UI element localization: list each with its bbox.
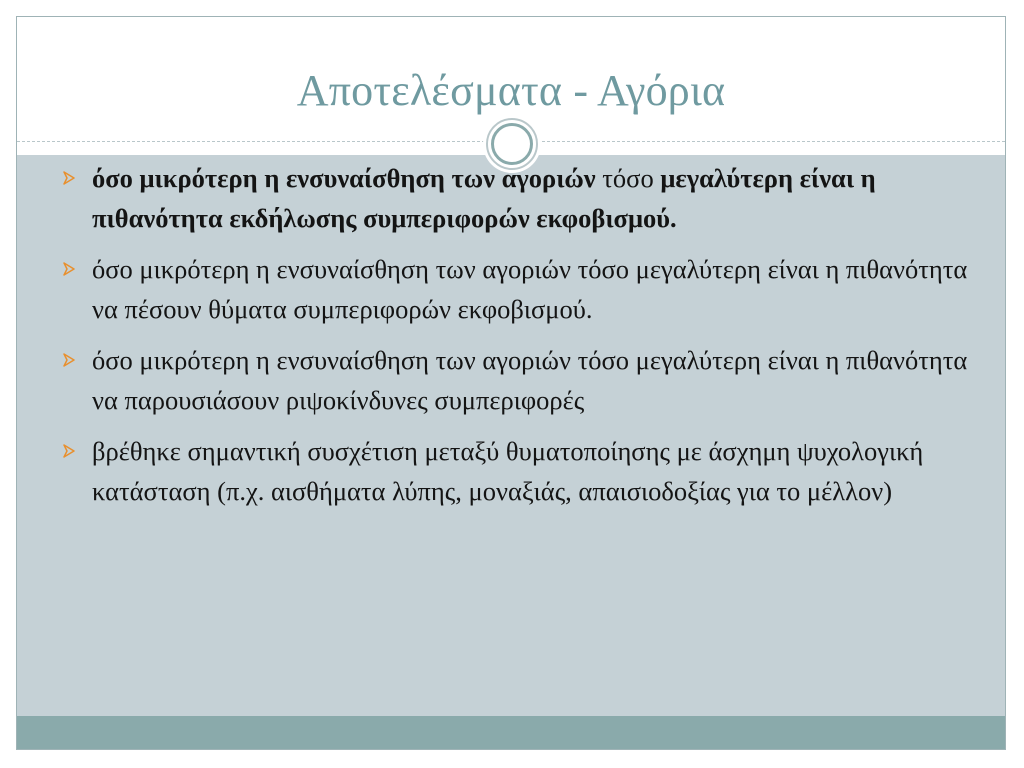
bullet-text: όσο μικρότερη η ενσυναίσθηση των αγοριών τόσο μεγαλύτερη είναι η πιθανότητα να πέσουν θύματα συμπεριφορών εκφοβισμού. [92,254,968,324]
arrow-bullet-icon [62,262,76,276]
bullet-text-bold: μεγαλύτερη είναι η πιθανότητα εκδήλωσης συμπεριφορών εκφοβισμού. [92,163,876,233]
footer-bar [17,716,1005,749]
slide-title: Αποτελέσματα - Αγόρια [296,66,726,115]
bullet-text-bold: όσο μικρότερη η ενσυναίσθηση των αγοριών [92,163,596,193]
bullet-text: τόσο [595,163,661,193]
bullet-text: όσο μικρότερη η ενσυναίσθηση των αγοριών τόσο μεγαλύτερη είναι η πιθανότητα να παρουσιάσουν ριψοκίνδυνες συμπεριφορές [92,345,968,415]
arrow-bullet-icon [62,353,76,367]
arrow-bullet-icon [62,444,76,458]
list-item [62,249,997,329]
list-item [62,340,997,420]
bullet-text: βρέθηκε σημαντική συσχέτιση μεταξύ θυματοποίησης με άσχημη ψυχολογική κατάσταση (π.χ. αισθήματα λύπης, μοναξιάς, απαισιοδοξίας για το μέλλον) [92,436,924,506]
bullet-list [62,158,997,522]
list-item [62,431,997,511]
arrow-bullet-icon [62,171,76,185]
list-item [62,158,997,238]
